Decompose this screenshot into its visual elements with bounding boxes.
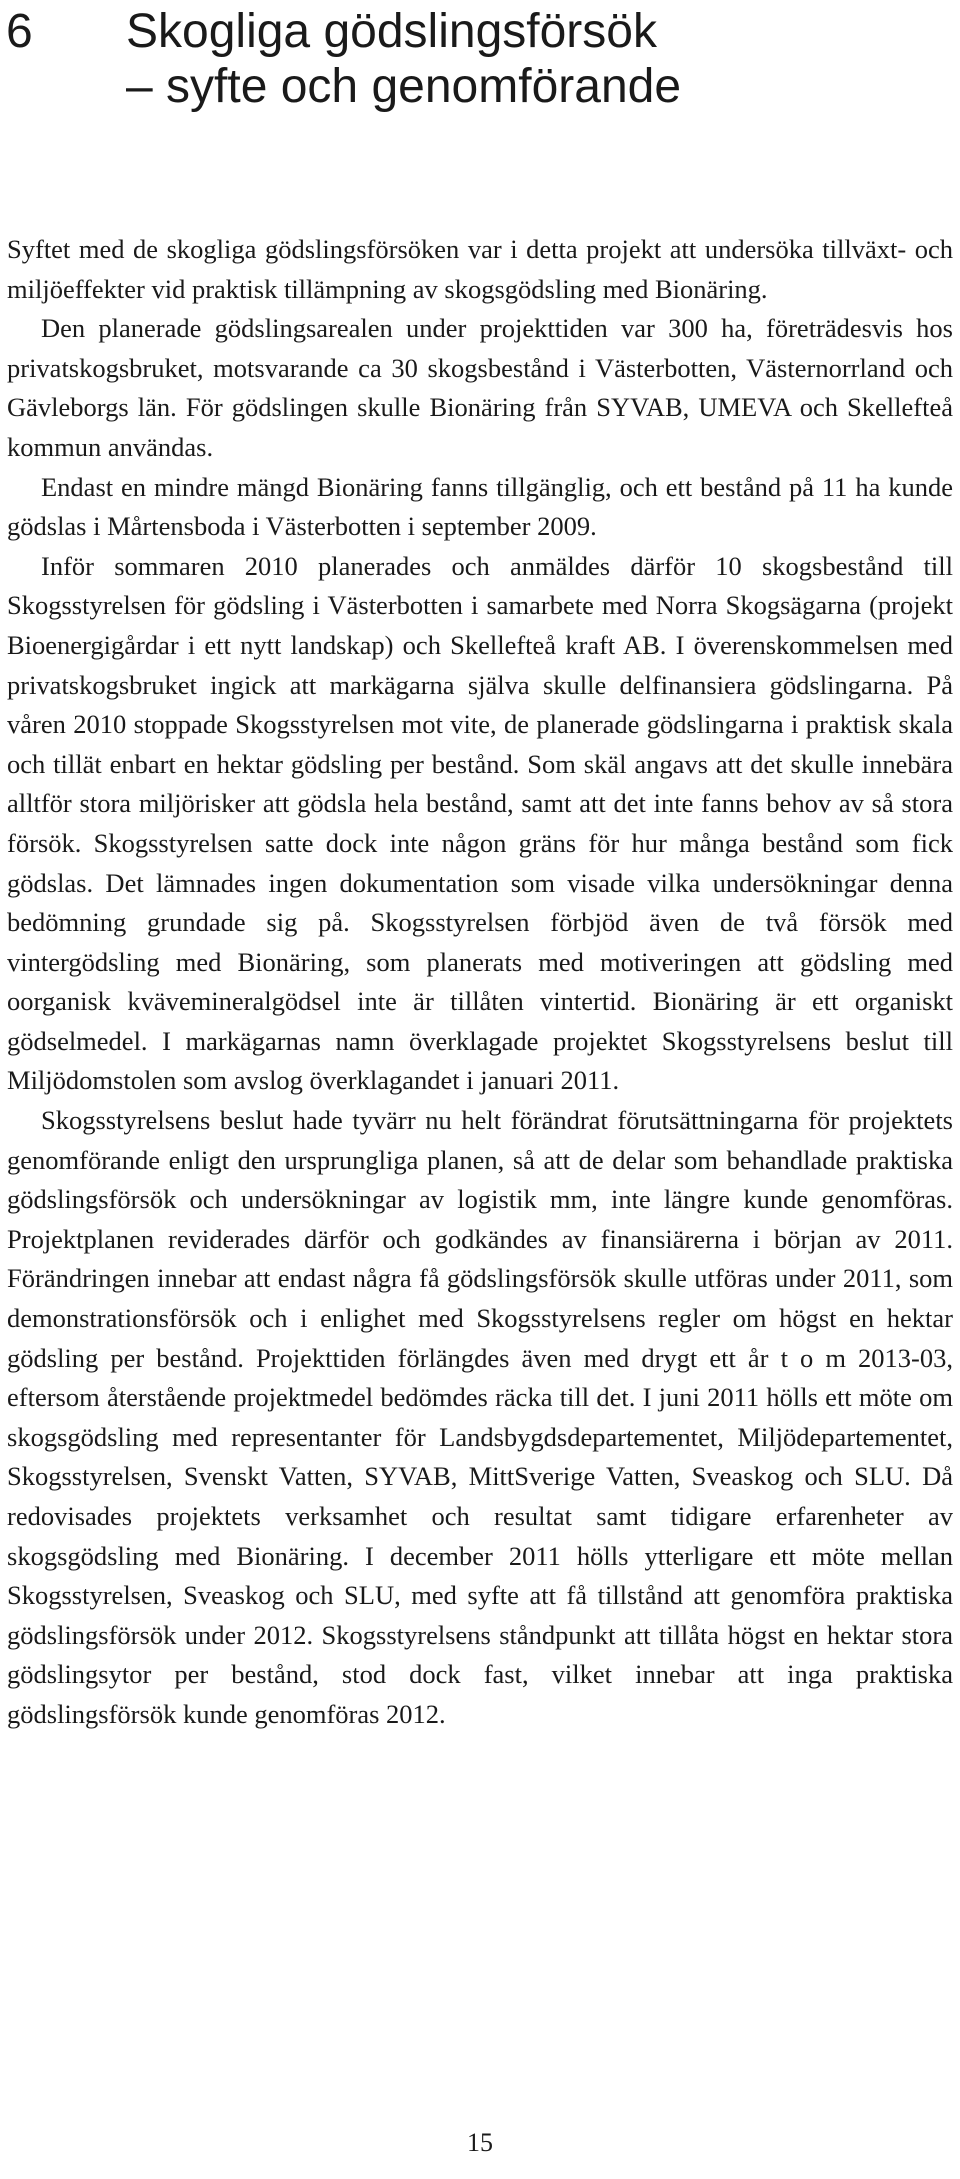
paragraph-revised-plan: Skogsstyrelsens beslut hade tyvärr nu helt förändrat förutsättningarna för projektets genomförande enligt den ursprungliga planen, så att de delar som behandlade praktiska gödslingsförsök och undersökningar av logistik mm, inte längre kunde genomföras. Projektplanen reviderades därför och godkändes av finansiärerna i början av 2011. Förändringen innebar att endast några få gödslingsförsök skulle utföras under 2011, som demonstrationsförsök och i enlighet med Skogsstyrelsens regler om högst en hektar gödsling per bestånd. Projekttiden förlängdes även med drygt ett år t o m 2013-03, eftersom återstående projektmedel bedömdes räcka till det. I juni 2011 hölls ett möte om skogsgödsling med representanter för Landsbygdsdepartementet, Miljödepartementet, Skogsstyrelsen, Svenskt Vatten, SYVAB, MittSverige Vatten, Sveaskog och SLU. Då redovisades projektets verksamhet och resultat samt tidigare erfarenheter av skogsgödsling med Bionäring. I december 2011 hölls ytterligare ett möte mellan Skogsstyrelsen, Sveaskog och SLU, med syfte att få tillstånd att genomföra praktiska gödslingsförsök under 2012. Skogsstyrelsens ståndpunkt att tillåta högst en hektar stora gödslingsytor per bestånd, stod dock fast, vilket innebar att inga praktiska gödslingsförsök kunde genomföras 2012. — [7, 1105, 953, 1729]
paragraph-martensboda: Endast en mindre mängd Bionäring fanns tillgänglig, och ett bestånd på 11 ha kunde gödslas i Mårtensboda i Västerbotten i september 2009. — [7, 471, 953, 542]
body-text — [7, 230, 953, 1735]
paragraph-2010-stop: Inför sommaren 2010 planerades och anmäldes därför 10 skogsbestånd till Skogsstyrelsen för gödsling i Västerbotten i samarbete med Norra Skogsägarna (projekt Bioenergigårdar i ett nytt landskap) och Skellefteå kraft AB. I överenskommelsen med privatskogsbruket ingick att markägarna själva skulle delfinansiera gödslingarna. På våren 2010 stoppade Skogsstyrelsen mot vite, de planerade gödslingarna i praktisk skala och tillät enbart en hektar gödsling per bestånd. Som skäl angavs att det skulle innebära alltför stora miljörisker att gödsla hela bestånd, samt att det inte fanns behov av så stora försök. Skogsstyrelsen satte dock inte någon gräns för hur många bestånd som fick gödslas. Det lämnades ingen dokumentation som visade vilka undersökningar denna bedömning grundade sig på. Skogsstyrelsen förbjöd även de två försök med vintergödsling med Bionäring, som planerats med motiveringen att gödsling med oorganisk kvävemineralgödsel inte är tillåten vintertid. Bionäring är ett organiskt gödselmedel. I markägarnas namn överklagade projektet Skogsstyrelsens beslut till Miljödomstolen som avslog överklagandet i januari 2011. — [7, 550, 953, 1096]
chapter-number: 6 — [6, 5, 33, 58]
page-number: 15 — [467, 2128, 493, 2157]
chapter-title-line-2: – syfte och genomförande — [126, 60, 682, 114]
chapter-title — [126, 4, 681, 114]
paragraph-planned-area: Den planerade gödslingsarealen under projekttiden var 300 ha, företrädesvis hos privatskogsbruket, motsvarande ca 30 skogsbestånd i Västerbotten, Västernorrland och Gävleborgs län. För gödslingen skulle Bionäring från SYVAB, UMEVA och Skellefteå kommun användas. — [7, 313, 953, 462]
chapter-title-line-1: Skogliga gödslingsförsök — [126, 5, 657, 58]
paragraph-purpose: Syftet med de skogliga gödslingsförsöken var i detta projekt att undersöka tillväxt- och miljöeffekter vid praktisk tillämpning av skogsgödsling med Bionäring. — [7, 234, 953, 304]
